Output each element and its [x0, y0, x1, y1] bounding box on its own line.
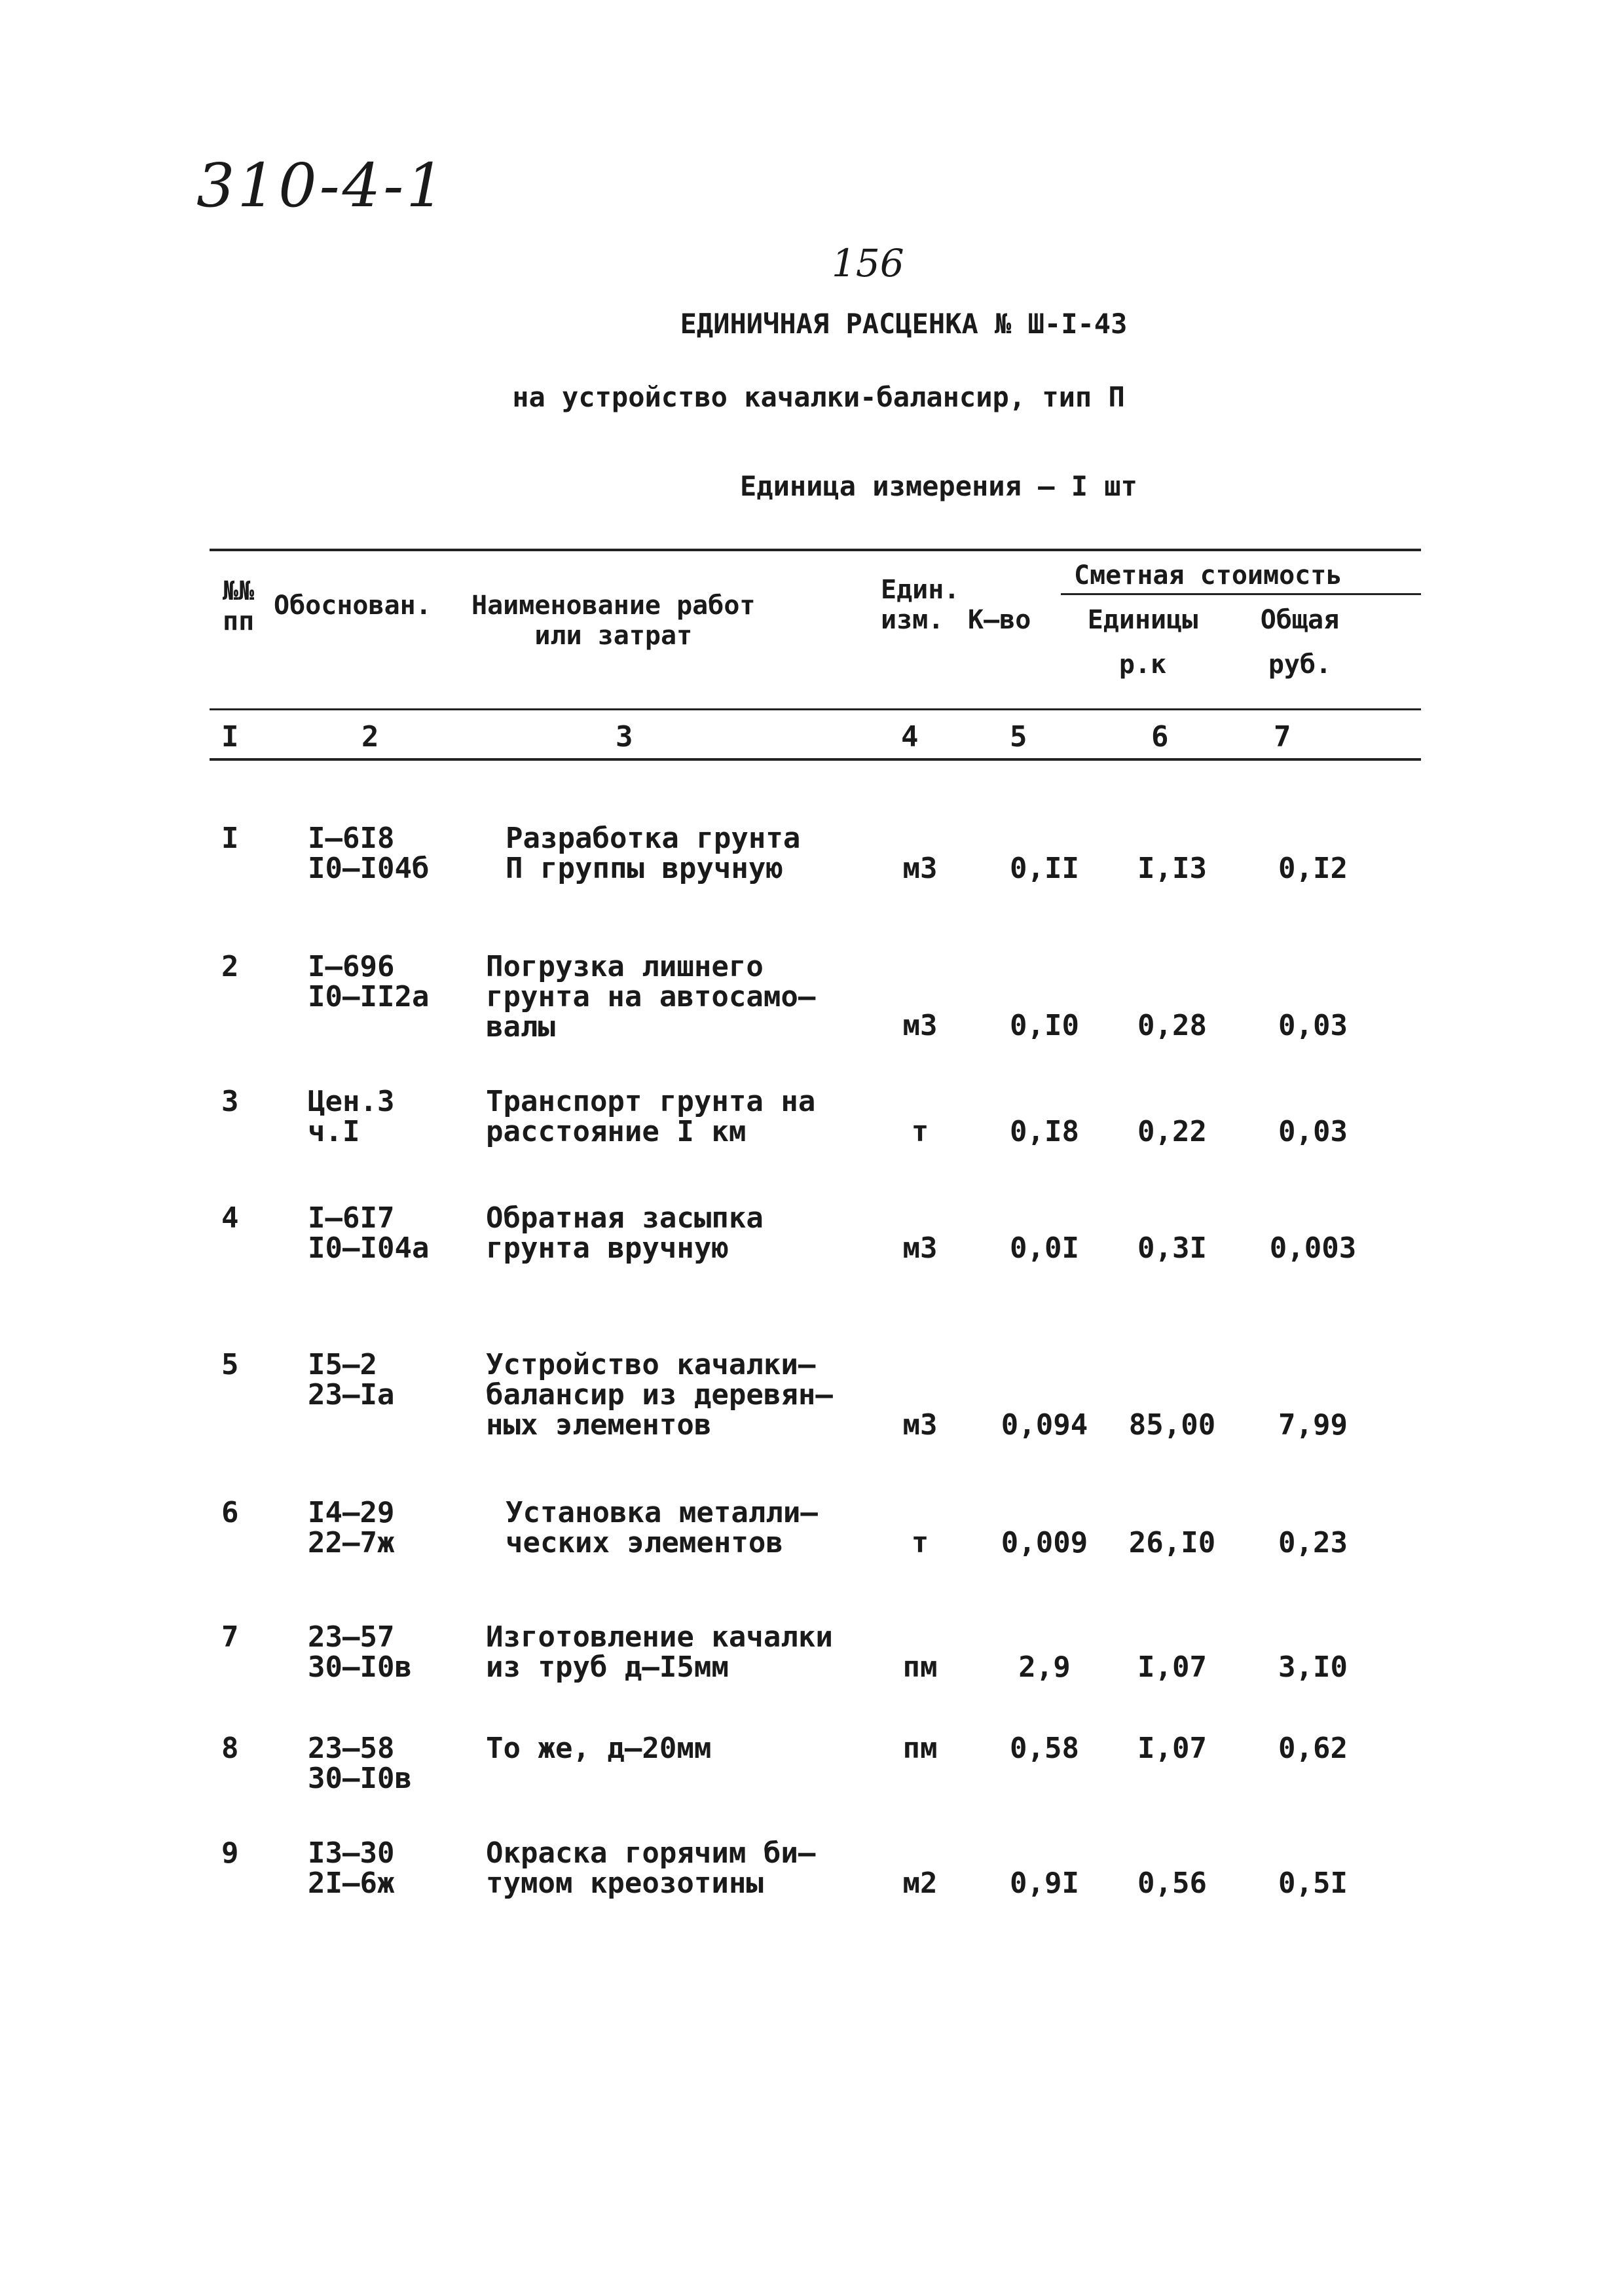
row-unit: м3 — [902, 1408, 938, 1442]
row-basis — [308, 1498, 394, 1558]
row-name-line: ных элементов — [486, 1408, 712, 1442]
row-name — [486, 952, 815, 1042]
row-basis — [308, 824, 429, 884]
row-quantity: 0,58 — [1010, 1732, 1079, 1765]
row-number: 7 — [221, 1620, 239, 1654]
header-qty: К–во — [968, 605, 1031, 635]
row-unit-cost: I,I3 — [1137, 852, 1207, 885]
header-total-line1: Общая — [1260, 605, 1340, 635]
row-name-line: грунта вручную — [486, 1231, 729, 1265]
header-bottom-rule — [210, 708, 1421, 710]
row-unit-cost: 26,I0 — [1128, 1526, 1216, 1559]
row-name — [486, 1350, 833, 1440]
row-basis-line: 23–58 — [308, 1732, 395, 1765]
header-unit — [881, 575, 959, 635]
document-code: 310-4-1 — [196, 151, 447, 221]
row-name-line: балансир из деревян– — [486, 1378, 833, 1412]
row-total: 0,03 — [1278, 1115, 1348, 1148]
header-unit-line2: изм. — [881, 605, 944, 635]
row-name — [486, 1203, 764, 1264]
unit-of-measure-line: Единица измерения – I шт — [740, 470, 1137, 502]
column-number: 2 — [361, 720, 379, 754]
column-number: I — [221, 720, 239, 754]
header-num-line2: пп — [223, 606, 255, 636]
column-number: 6 — [1151, 720, 1169, 754]
row-name-line: Разработка грунта — [506, 822, 801, 855]
row-unit-cost: 85,00 — [1128, 1408, 1216, 1442]
header-num-line1: №№ — [223, 576, 255, 606]
header-cost-group: Сметная стоимость — [1074, 560, 1342, 591]
row-name-line: Транспорт грунта на — [486, 1085, 816, 1118]
row-name-line: из труб д–I5мм — [486, 1650, 729, 1684]
row-number: 2 — [221, 950, 239, 983]
page-number: 156 — [832, 241, 904, 285]
row-number: 4 — [221, 1201, 239, 1235]
row-basis-line: 30–I0в — [308, 1762, 412, 1795]
row-unit: пм — [902, 1650, 938, 1684]
row-basis — [308, 1622, 412, 1683]
row-name-line: валы — [486, 1010, 555, 1044]
row-number: 3 — [221, 1085, 239, 1118]
row-unit-cost: 0,28 — [1137, 1009, 1207, 1042]
row-unit: т — [911, 1526, 929, 1559]
row-basis-line: 23–57 — [308, 1620, 395, 1654]
column-number: 7 — [1274, 720, 1291, 754]
row-total: 0,03 — [1278, 1009, 1348, 1042]
row-quantity: 0,II — [1010, 852, 1079, 885]
row-unit-cost: 0,22 — [1137, 1115, 1207, 1148]
row-unit-cost: 0,3I — [1137, 1231, 1207, 1265]
row-name-line: Изготовление качалки — [486, 1620, 833, 1654]
row-basis — [308, 1350, 394, 1410]
header-num — [223, 576, 254, 636]
header-name-line1: Наименование работ — [471, 591, 756, 621]
document-title: ЕДИНИЧНАЯ РАСЦЕНКА № Ш-I-43 — [680, 308, 1128, 340]
column-number: 3 — [616, 720, 633, 754]
header-unit-line1: Един. — [881, 575, 960, 605]
header-name — [471, 591, 755, 651]
row-basis-line: 30–I0в — [308, 1650, 412, 1684]
row-name-line: расстояние I км — [486, 1115, 747, 1148]
row-basis-line: ч.I — [308, 1115, 360, 1148]
row-unit: м3 — [902, 1231, 938, 1265]
header-unit-cost-line2: р.к — [1118, 649, 1167, 680]
row-quantity: 0,I0 — [1010, 1009, 1079, 1042]
row-number: I — [221, 822, 239, 855]
row-total: 3,I0 — [1278, 1650, 1348, 1684]
row-unit: пм — [902, 1732, 938, 1765]
row-number: 8 — [221, 1732, 239, 1765]
header-unit-cost — [1077, 605, 1208, 680]
row-basis-line: 2I–6ж — [308, 1867, 395, 1900]
row-name-line: тумом креозотины — [486, 1867, 764, 1900]
column-number: 4 — [901, 720, 919, 754]
header-total — [1251, 605, 1349, 680]
document-subtitle: на устройство качалки-балансир, тип П — [512, 381, 1125, 413]
row-basis-line: I4–29 — [308, 1496, 395, 1529]
row-quantity: 2,9 — [1018, 1650, 1071, 1684]
row-name-line: Устройство качалки– — [486, 1348, 816, 1381]
row-number: 6 — [221, 1496, 239, 1529]
row-quantity: 0,094 — [1001, 1408, 1088, 1442]
row-basis — [308, 1838, 394, 1899]
row-basis-line: I–6I8 — [308, 822, 395, 855]
row-total: 0,62 — [1278, 1732, 1348, 1765]
row-quantity: 0,I8 — [1010, 1115, 1079, 1148]
row-unit: м2 — [902, 1867, 938, 1900]
row-name — [506, 1498, 818, 1558]
row-unit-cost: I,07 — [1137, 1650, 1207, 1684]
row-basis-line: I0–I04б — [308, 852, 430, 885]
row-basis-line: Цен.3 — [308, 1085, 395, 1118]
column-numbers-rule — [210, 758, 1421, 761]
row-basis — [308, 1087, 394, 1147]
row-name — [486, 1087, 815, 1147]
row-basis-line: I5–2 — [308, 1348, 377, 1381]
row-name-line: Окраска горячим би– — [486, 1836, 816, 1870]
row-name — [486, 1622, 833, 1683]
row-quantity: 0,009 — [1001, 1526, 1088, 1559]
row-basis — [308, 1203, 429, 1264]
row-name — [486, 1734, 711, 1764]
header-basis: Обоснован. — [274, 591, 432, 621]
header-unit-cost-line1: Единицы — [1087, 605, 1198, 635]
row-quantity: 0,9I — [1010, 1867, 1079, 1900]
row-name-line: Погрузка лишнего — [486, 950, 764, 983]
row-total: 0,003 — [1269, 1231, 1357, 1265]
row-name — [506, 824, 800, 884]
row-total: 7,99 — [1278, 1408, 1348, 1442]
row-basis-line: 22–7ж — [308, 1526, 395, 1559]
row-name-line: П группы вручную — [506, 852, 783, 885]
row-name-line: Установка металли– — [506, 1496, 818, 1529]
header-total-line2: руб. — [1268, 649, 1332, 680]
row-unit: м3 — [902, 1009, 938, 1042]
row-number: 5 — [221, 1348, 239, 1381]
row-number: 9 — [221, 1836, 239, 1870]
row-basis — [308, 1734, 412, 1794]
row-basis-line: I–696 — [308, 950, 395, 983]
row-name-line: То же, д–20мм — [486, 1732, 712, 1765]
column-number: 5 — [1010, 720, 1027, 754]
row-quantity: 0,0I — [1010, 1231, 1079, 1265]
row-basis-line: I–6I7 — [308, 1201, 395, 1235]
row-basis-line: I3–30 — [308, 1836, 395, 1870]
row-total: 0,I2 — [1278, 852, 1348, 885]
header-name-line2: или затрат — [534, 621, 693, 651]
row-name-line: грунта на автосамо– — [486, 980, 816, 1013]
row-basis-line: 23–Iа — [308, 1378, 395, 1412]
cost-group-rule — [1061, 593, 1421, 595]
row-unit: т — [911, 1115, 929, 1148]
row-name-line: Обратная засыпка — [486, 1201, 764, 1235]
row-unit: м3 — [902, 852, 938, 885]
row-unit-cost: I,07 — [1137, 1732, 1207, 1765]
row-name — [486, 1838, 815, 1899]
table-top-rule — [210, 549, 1421, 551]
row-basis-line: I0–I04а — [308, 1231, 430, 1265]
row-basis — [308, 952, 429, 1012]
row-total: 0,5I — [1278, 1867, 1348, 1900]
row-unit-cost: 0,56 — [1137, 1867, 1207, 1900]
row-name-line: ческих элементов — [506, 1526, 783, 1559]
row-basis-line: I0–II2а — [308, 980, 430, 1013]
row-total: 0,23 — [1278, 1526, 1348, 1559]
